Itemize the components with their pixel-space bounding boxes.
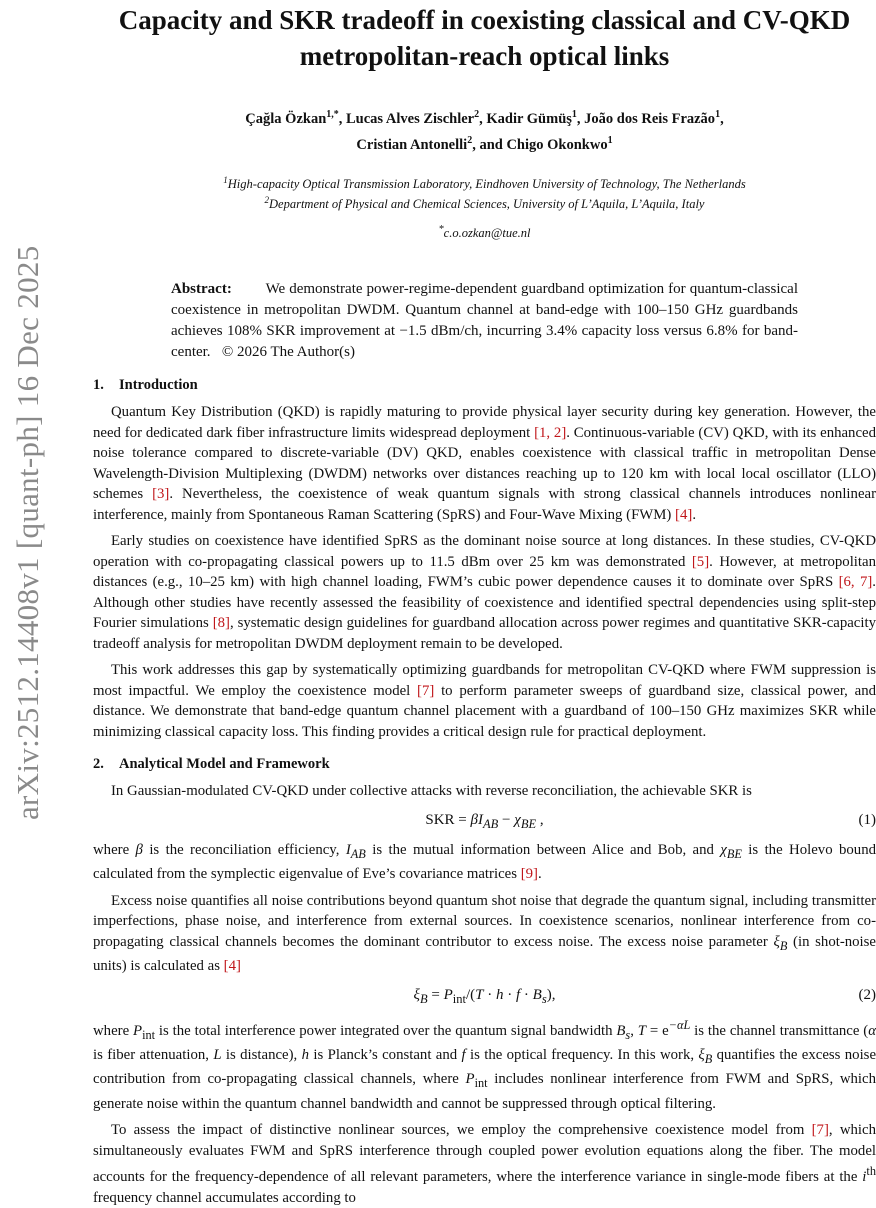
text: is the channel transmittance (	[690, 1022, 868, 1038]
equation-expression	[93, 812, 876, 832]
text: = e	[646, 1022, 669, 1038]
text: Excess noise quantifies all noise contributions beyond quantum shot noise that degrade the quantum signal, including transmitter imperfections, phase noise, and interference from external sources. In coexistence scenarios, nonlinear interference from co-propagating classical channels becomes the dominant contributor to excess noise. The excess noise parameter	[93, 893, 876, 950]
text: , which simultaneously evaluates FWM and SpRS interference through coupled power evolution equations along the fiber. The model accounts for the frequency-dependence of all relevant parameters, where the interference variance in single-mode fibers at the	[93, 1122, 876, 1185]
eq-symbol: P	[444, 987, 453, 1003]
eq-subscript: s	[542, 992, 547, 1006]
math-symbol: f	[462, 1047, 466, 1063]
math-symbol: L	[213, 1047, 221, 1063]
text: frequency channel accumulates according to	[93, 1190, 356, 1206]
equation-number: (2)	[859, 987, 876, 1004]
intro-paragraph-2	[93, 531, 876, 654]
math-symbol: T	[638, 1022, 646, 1038]
eq-term: ·	[503, 987, 516, 1003]
section-number: 1.	[93, 377, 119, 394]
text: quantifies the excess noise contribution from co-propagating classical channels, where	[93, 1047, 876, 1087]
citation-link[interactable]: [3]	[152, 486, 169, 502]
model-paragraph-2	[93, 840, 876, 885]
math-symbol: ξ	[698, 1047, 704, 1063]
eq-subscript: int	[453, 992, 466, 1006]
math-symbol: P	[466, 1071, 475, 1087]
text: to perform parameter sweeps of guardband size, classical power, and distance. We demonstrate that band-edge quantum channel placement with a guardband of 100–150 GHz maximizes SKR while minimizing classical capacity loss. This finding provides a critical design rule for practical deployment.	[93, 683, 876, 740]
text: , systematic design guidelines for guardband allocation across power regimes and quantitative SKR-capacity tradeoff analysis for metropolitan DWDM deployment remain to be developed.	[93, 615, 876, 652]
citation-link[interactable]: [8]	[213, 615, 230, 631]
citation-link[interactable]: [4]	[224, 958, 241, 974]
text: is Planck’s constant and	[309, 1047, 461, 1063]
section-number: 2.	[93, 756, 119, 773]
text: .	[692, 507, 696, 523]
citation-link[interactable]: [4]	[675, 507, 692, 523]
math-symbol: β	[136, 842, 143, 858]
email-mark: *	[438, 224, 443, 235]
eq-symbol: h	[496, 987, 504, 1003]
math-superscript: th	[866, 1164, 876, 1178]
text: is the optical frequency. In this work,	[466, 1047, 699, 1063]
citation-link[interactable]: [5]	[692, 554, 709, 570]
section-heading	[93, 377, 876, 394]
affil-number: 2	[265, 195, 270, 205]
math-subscript: BE	[727, 847, 742, 861]
eq-term: ·	[483, 987, 496, 1003]
eq-term: =	[428, 987, 444, 1003]
text: where	[93, 1022, 133, 1038]
eq-term: −	[498, 812, 514, 828]
section-title: Analytical Model and Framework	[119, 756, 330, 772]
eq-term: /(	[466, 987, 475, 1003]
math-subscript: int	[142, 1027, 155, 1041]
text: To assess the impact of distinctive nonlinear sources, we employ the comprehensive coexistence model from	[111, 1122, 812, 1138]
text: where	[93, 842, 136, 858]
math-symbol: h	[302, 1047, 309, 1063]
math-subscript: AB	[351, 847, 366, 861]
abstract	[171, 279, 798, 363]
model-paragraph-1: In Gaussian-modulated CV-QKD under collective attacks with reverse reconciliation, the achievable SKR is	[93, 781, 876, 802]
citation-link[interactable]: [7]	[417, 683, 434, 699]
intro-paragraph-3	[93, 660, 876, 742]
author-name: Kadir Gümüş	[486, 111, 572, 127]
text: . Continuous-variable (CV) QKD, with its enhanced noise tolerance compared to discrete-variable (DV) QKD, enables coexistence with classical traffic in metropolitan Dense Wavelength-Division Multiplexing (DWDM) networks over distances reaching up to 120 km with local local oscillator (LLO) schemes	[93, 425, 876, 503]
author-affil-mark: 2	[474, 109, 479, 120]
text: . Nevertheless, the coexistence of weak quantum signals with strong classical channels introduces nonlinear interference, mainly from Spontaneous Raman Scattering (SpRS) and Four-Wave Mixing (FWM)	[93, 486, 876, 523]
text: is the total interference power integrated over the quantum signal bandwidth	[155, 1022, 616, 1038]
intro-paragraph-1	[93, 402, 876, 525]
author-list: Çağla Özkan$^{1,*}$, Lucas Alves Zischler$^2$, Kadir Gümüş$^1$, João dos Reis Frazão$^1$, Cristian Antonelli$^2$, and Chigo Okonkwo$^1$	[93, 104, 876, 156]
math-symbol: χ	[720, 842, 727, 858]
math-subscript: B	[705, 1052, 713, 1066]
equation-number: (1)	[859, 812, 876, 829]
author-affil-mark: 2	[467, 135, 472, 146]
author-conjunction: and	[479, 137, 502, 153]
affiliations	[93, 172, 876, 212]
text: ,	[630, 1022, 638, 1038]
text: is the reconciliation efficiency,	[143, 842, 346, 858]
paper-title: Capacity and SKR tradeoff in coexisting classical and CV-QKD metropolitan-reach optical links	[93, 2, 876, 74]
math-symbol: α	[868, 1022, 876, 1038]
math-symbol: I	[346, 842, 351, 858]
eq-symbol: B	[533, 987, 542, 1003]
citation-link[interactable]: [7]	[812, 1122, 829, 1138]
affil-number: 1	[223, 175, 228, 185]
equation-1	[93, 808, 876, 836]
author-name: João dos Reis Frazão	[584, 111, 715, 127]
eq-symbol: f	[516, 987, 520, 1003]
math-superscript: −αL	[669, 1018, 691, 1032]
text: is the Holevo bound calculated from the symplectic eigenvalue of Eve’s covariance matrices	[93, 842, 876, 882]
corresponding-email	[93, 224, 876, 241]
author-name: Cristian Antonelli	[356, 137, 467, 153]
eq-term: SKR =	[425, 812, 470, 828]
equation-expression	[93, 987, 876, 1007]
email-address[interactable]: c.o.ozkan@tue.nl	[444, 226, 531, 240]
eq-subscript: B	[420, 992, 428, 1006]
paper-page	[93, 0, 876, 1200]
text: includes nonlinear interference from FWM and SpRS, which generate noise within the quantum channel bandwidth and cannot be suppressed through optical filtering.	[93, 1071, 876, 1111]
math-subscript: B	[780, 939, 788, 953]
arxiv-identifier: arXiv:2512.14408v1 [quant-ph] 16 Dec 2025	[10, 360, 50, 820]
citation-link[interactable]: [6, 7]	[839, 574, 873, 590]
text: is fiber attenuation,	[93, 1047, 213, 1063]
math-symbol: B	[616, 1022, 625, 1038]
abstract-text: We demonstrate power-regime-dependent guardband optimization for quantum-classical coexistence in metropolitan DWDM. Quantum channel at band-edge with 100–150 GHz guardbands achieves 108% SKR improvement at −1.5 dBm/ch, incurring 3.4% capacity loss versus 6.8% for band-center.	[171, 281, 798, 360]
text: This work addresses this gap by systematically optimizing guardbands for metropolitan CV-QKD where FWM suppression is most impactful. We employ the coexistence model	[93, 662, 876, 699]
author-name: Çağla Özkan	[245, 111, 326, 127]
math-subscript: int	[475, 1076, 488, 1090]
author-name: Chigo Okonkwo	[506, 137, 607, 153]
equation-2	[93, 983, 876, 1011]
text: . Although other studies have recently assessed the feasibility of coexistence and identified spectral dependencies using split-step Fourier simulations	[93, 574, 876, 631]
abstract-label: Abstract:	[171, 281, 232, 297]
copyright: © 2026 The Author(s)	[222, 344, 355, 360]
author-affil-mark: 1	[608, 135, 613, 146]
author-affil-mark: 1,*	[326, 109, 339, 120]
text: . However, at metropolitan distances (e.g., 10–25 km) with high channel loading, FWM’s cubic power dependence causes it to dominate over SpRS	[93, 554, 876, 591]
eq-symbol: ξ	[414, 987, 420, 1003]
eq-subscript: BE	[521, 817, 536, 831]
affiliation-2: Department of Physical and Chemical Sciences, University of L’Aquila, L’Aquila, Italy	[269, 197, 704, 211]
model-paragraph-5	[93, 1120, 876, 1208]
eq-symbol: T	[475, 987, 483, 1003]
eq-symbol: χ	[514, 812, 521, 828]
model-paragraph-3	[93, 891, 876, 977]
text: Early studies on coexistence have identified SpRS as the dominant noise source at long distances. In these studies, CV-QKD operation with co-propagating classical powers up to 11.5 dBm over 25 km was demonstrated	[93, 533, 876, 570]
citation-link[interactable]: [9]	[521, 866, 538, 882]
author-name: Lucas Alves Zischler	[346, 111, 474, 127]
math-symbol: ξ	[773, 934, 779, 950]
eq-term: ·	[520, 987, 533, 1003]
model-paragraph-4	[93, 1015, 876, 1115]
math-symbol: i	[862, 1169, 866, 1185]
text: is the mutual information between Alice and Bob, and	[366, 842, 721, 858]
text: Quantum Key Distribution (QKD) is rapidly maturing to provide physical layer security during key generation. However, the need for dedicated dark fiber infrastructure limits widespread deployment	[93, 404, 876, 441]
eq-term: ,	[536, 812, 544, 828]
eq-term: ),	[547, 987, 556, 1003]
text: is distance),	[222, 1047, 302, 1063]
text: .	[538, 866, 542, 882]
eq-symbol: β	[471, 812, 478, 828]
text: (in shot-noise units) is calculated as	[93, 934, 876, 974]
author-affil-mark: 1	[572, 109, 577, 120]
math-subscript: s	[625, 1027, 630, 1041]
section-heading	[93, 756, 876, 773]
eq-symbol: I	[478, 812, 483, 828]
citation-link[interactable]: [1, 2]	[534, 425, 566, 441]
affiliation-1: High-capacity Optical Transmission Laboratory, Eindhoven University of Technology, The Netherlands	[228, 177, 746, 191]
eq-subscript: AB	[483, 817, 498, 831]
math-symbol: P	[133, 1022, 142, 1038]
section-title: Introduction	[119, 377, 198, 393]
author-affil-mark: 1	[715, 109, 720, 120]
